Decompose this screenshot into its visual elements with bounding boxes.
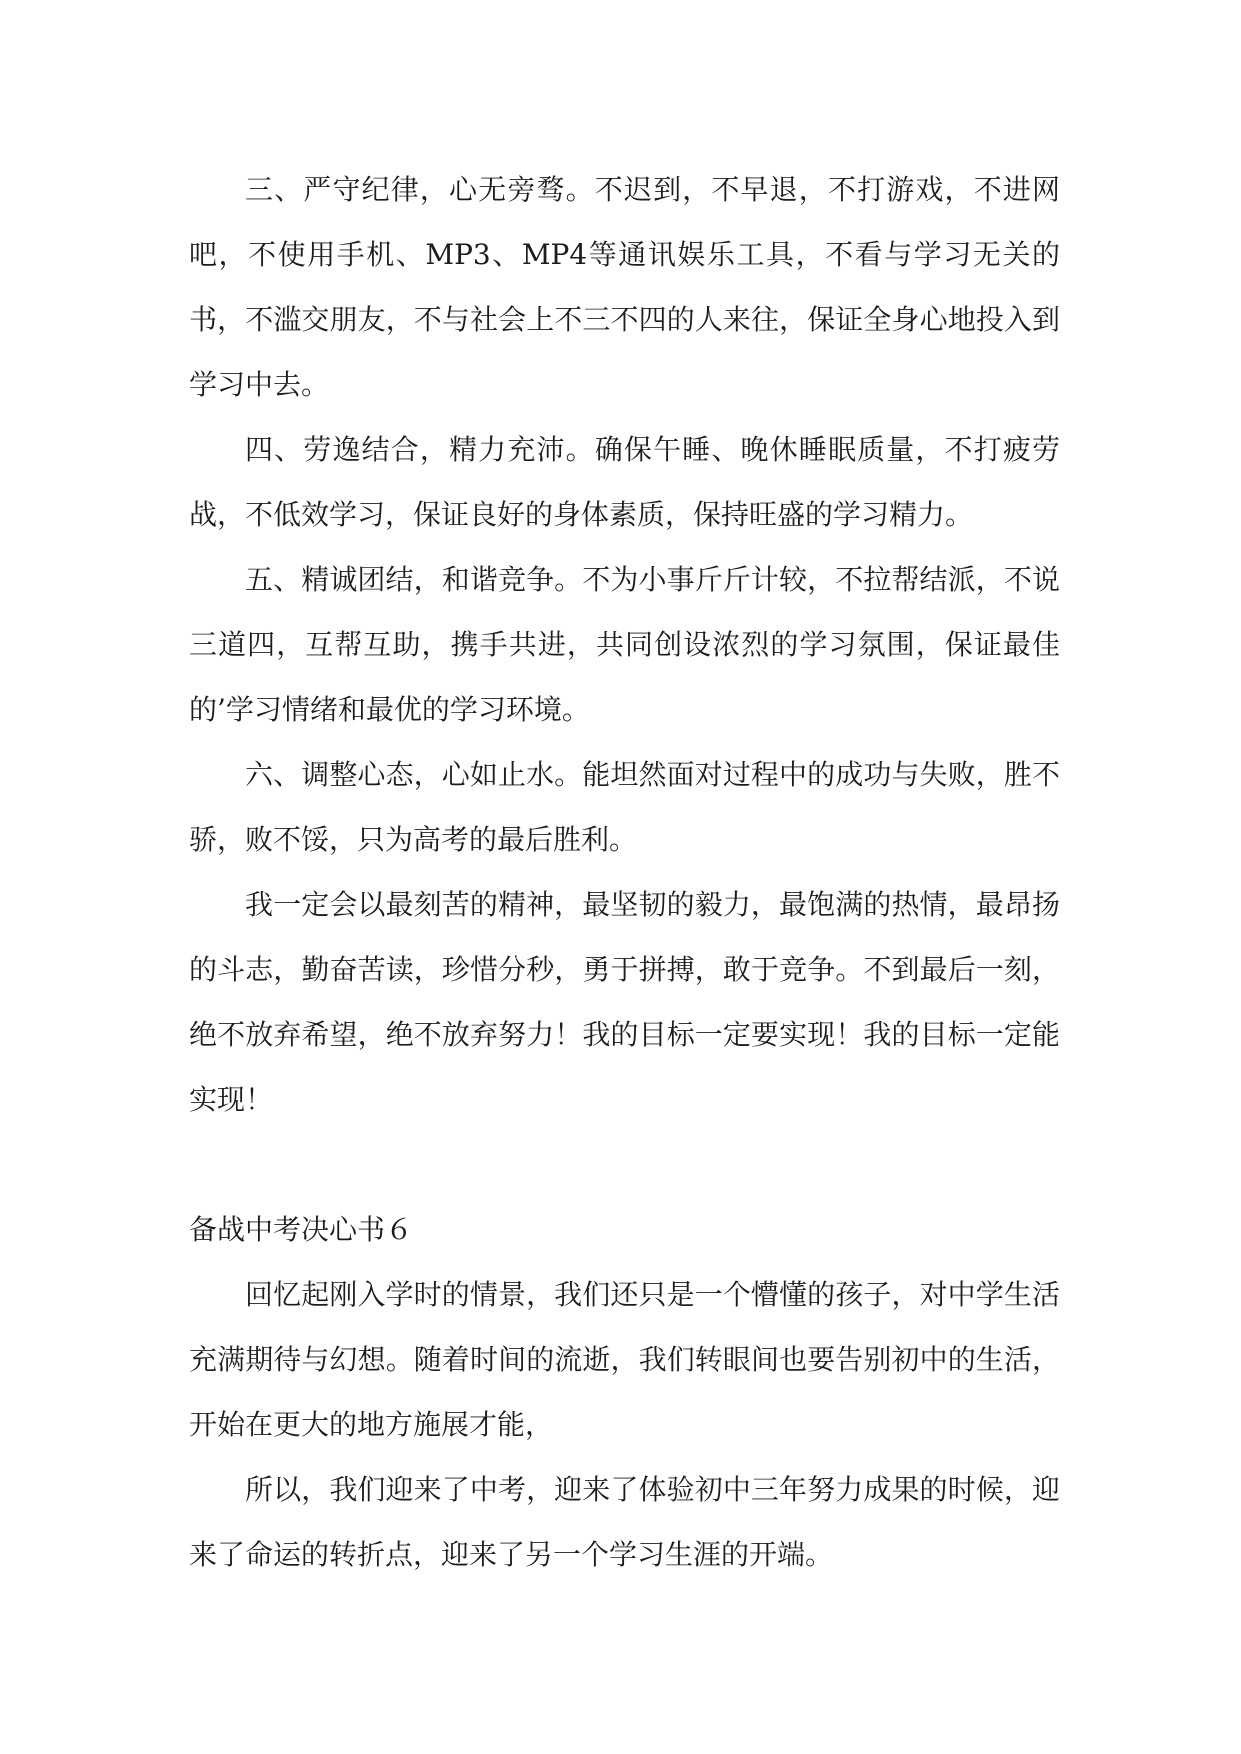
paragraph-exam-arrival: 所以，我们迎来了中考，迎来了体验初中三年努力成果的时候，迎来了命运的转折点，迎来了另一个学习生涯的开端。 bbox=[189, 1473, 1060, 1571]
document-body bbox=[189, 157, 1060, 1587]
paragraph-rest-balance: 四、劳逸结合，精力充沛。确保午睡、晚休睡眠质量，不打疲劳战，不低效学习，保证良好的身体素质，保持旺盛的学习精力。 bbox=[189, 433, 1060, 531]
paragraph-pledge: 我一定会以最刻苦的精神，最坚韧的毅力，最饱满的热情，最昂扬的斗志，勤奋苦读，珍惜分秒，勇于拼搏，敢于竞争。不到最后一刻，绝不放弃希望，绝不放弃努力！我的目标一定要实现！我的目标一定能实现！ bbox=[189, 888, 1060, 1116]
section-title: 备战中考决心书６ bbox=[189, 1213, 414, 1246]
paragraph-mindset: 六、调整心态，心如止水。能坦然面对过程中的成功与失败，胜不骄，败不馁，只为高考的最后胜利。 bbox=[189, 758, 1060, 856]
paragraph-discipline: 三、严守纪律，心无旁骛。不迟到，不早退，不打游戏，不进网吧，不使用手机、MP3、MP4等通讯娱乐工具，不看与学习无关的书，不滥交朋友，不与社会上不三不四的人来往，保证全身心地投入到学习中去。 bbox=[189, 173, 1060, 401]
paragraph-unity: 五、精诚团结，和谐竞争。不为小事斤斤计较，不拉帮结派，不说三道四，互帮互助，携手共进，共同创设浓烈的学习氛围，保证最佳的’学习情绪和最优的学习环境。 bbox=[189, 563, 1060, 726]
paragraph-recollection: 回忆起刚入学时的情景，我们还只是一个懵懂的孩子，对中学生活充满期待与幻想。随着时间的流逝，我们转眼间也要告别初中的生活，开始在更大的地方施展才能， bbox=[189, 1278, 1060, 1441]
